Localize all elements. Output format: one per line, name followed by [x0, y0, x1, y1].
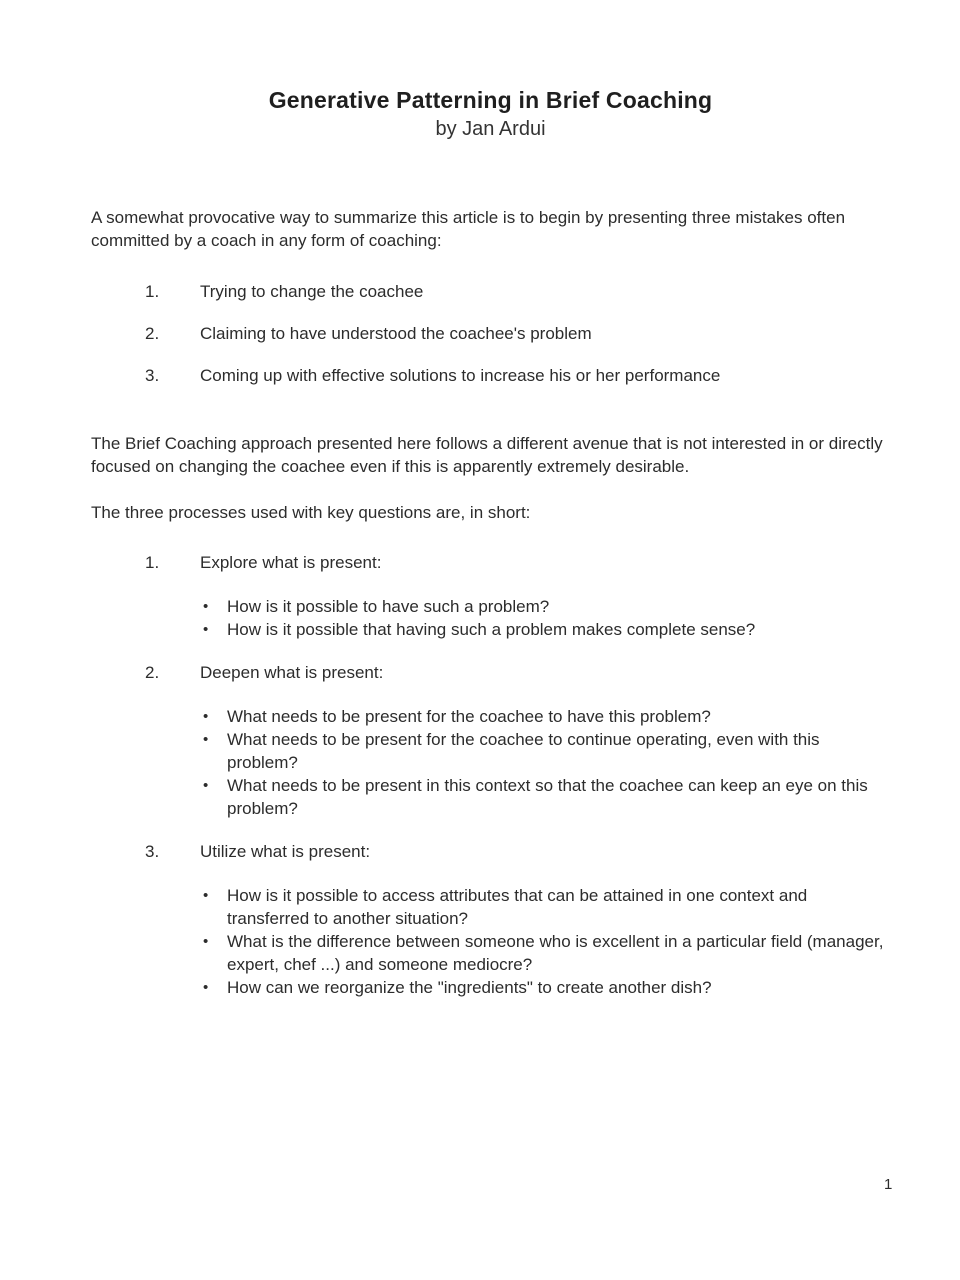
process-label: Deepen what is present:: [200, 663, 384, 682]
process-item-1: [91, 551, 890, 574]
bullet-icon: •: [203, 777, 209, 794]
question-item: [91, 884, 890, 930]
process-number: 3.: [145, 842, 160, 861]
question-text: How is it possible that having such a problem makes complete sense?: [227, 620, 756, 639]
mistake-number: 3.: [145, 366, 160, 385]
process-number: 2.: [145, 663, 160, 682]
mistake-text: Claiming to have understood the coachee's problem: [200, 324, 592, 343]
question-text: What needs to be present for the coachee to have this problem?: [227, 707, 711, 726]
mistake-item-1: [91, 280, 890, 303]
question-text: How can we reorganize the "ingredients" to create another dish?: [227, 978, 712, 997]
process-label: Explore what is present:: [200, 553, 382, 572]
process-label: Utilize what is present:: [200, 842, 371, 861]
mistake-item-2: [91, 322, 890, 345]
process-item-3: [91, 840, 890, 863]
page-number: 1: [884, 1176, 893, 1193]
process-number: 1.: [145, 553, 160, 572]
mistake-text: Coming up with effective solutions to increase his or her performance: [200, 366, 721, 385]
bullet-icon: •: [203, 621, 209, 638]
question-item: [91, 595, 890, 618]
bullet-icon: •: [203, 731, 209, 748]
body-paragraph-2: The three processes used with key questions are, in short:: [91, 503, 531, 522]
process-2-questions: [91, 705, 890, 820]
question-item: [91, 728, 890, 774]
intro-paragraph: A somewhat provocative way to summarize this article is to begin by presenting three mistakes often committed by a coach in any form of coaching:: [91, 208, 846, 250]
question-item: [91, 976, 890, 999]
question-text: How is it possible to access attributes that can be attained in one context and transferred to another situation?: [227, 886, 808, 928]
bullet-icon: •: [203, 933, 209, 950]
question-text: What is the difference between someone who is excellent in a particular field (manager, expert, chef ...) and someone mediocre?: [227, 932, 884, 974]
question-text: What needs to be present in this context so that the coachee can keep an eye on this problem?: [227, 776, 868, 818]
question-item: [91, 618, 890, 641]
mistake-text: Trying to change the coachee: [200, 282, 424, 301]
body-paragraph-1: The Brief Coaching approach presented here follows a different avenue that is not interested in or directly focused on changing the coachee even if this is apparently extremely desirable.: [91, 434, 883, 476]
process-item-2: [91, 661, 890, 684]
bullet-icon: •: [203, 708, 209, 725]
question-text: How is it possible to have such a problem?: [227, 597, 550, 616]
question-item: [91, 774, 890, 820]
bullet-icon: •: [203, 979, 209, 996]
question-item: [91, 930, 890, 976]
process-1-questions: [91, 595, 890, 641]
mistake-number: 1.: [145, 282, 160, 301]
mistake-item-3: [91, 364, 890, 387]
bullet-icon: •: [203, 598, 209, 615]
bullet-icon: •: [203, 887, 209, 904]
question-text: What needs to be present for the coachee to continue operating, even with this problem?: [227, 730, 820, 772]
mistake-number: 2.: [145, 324, 160, 343]
question-item: [91, 705, 890, 728]
document-content: [91, 0, 890, 999]
process-3-questions: [91, 884, 890, 999]
page-title: Generative Patterning in Brief Coaching: [268, 87, 713, 113]
page-subtitle: by Jan Ardui: [435, 118, 546, 140]
